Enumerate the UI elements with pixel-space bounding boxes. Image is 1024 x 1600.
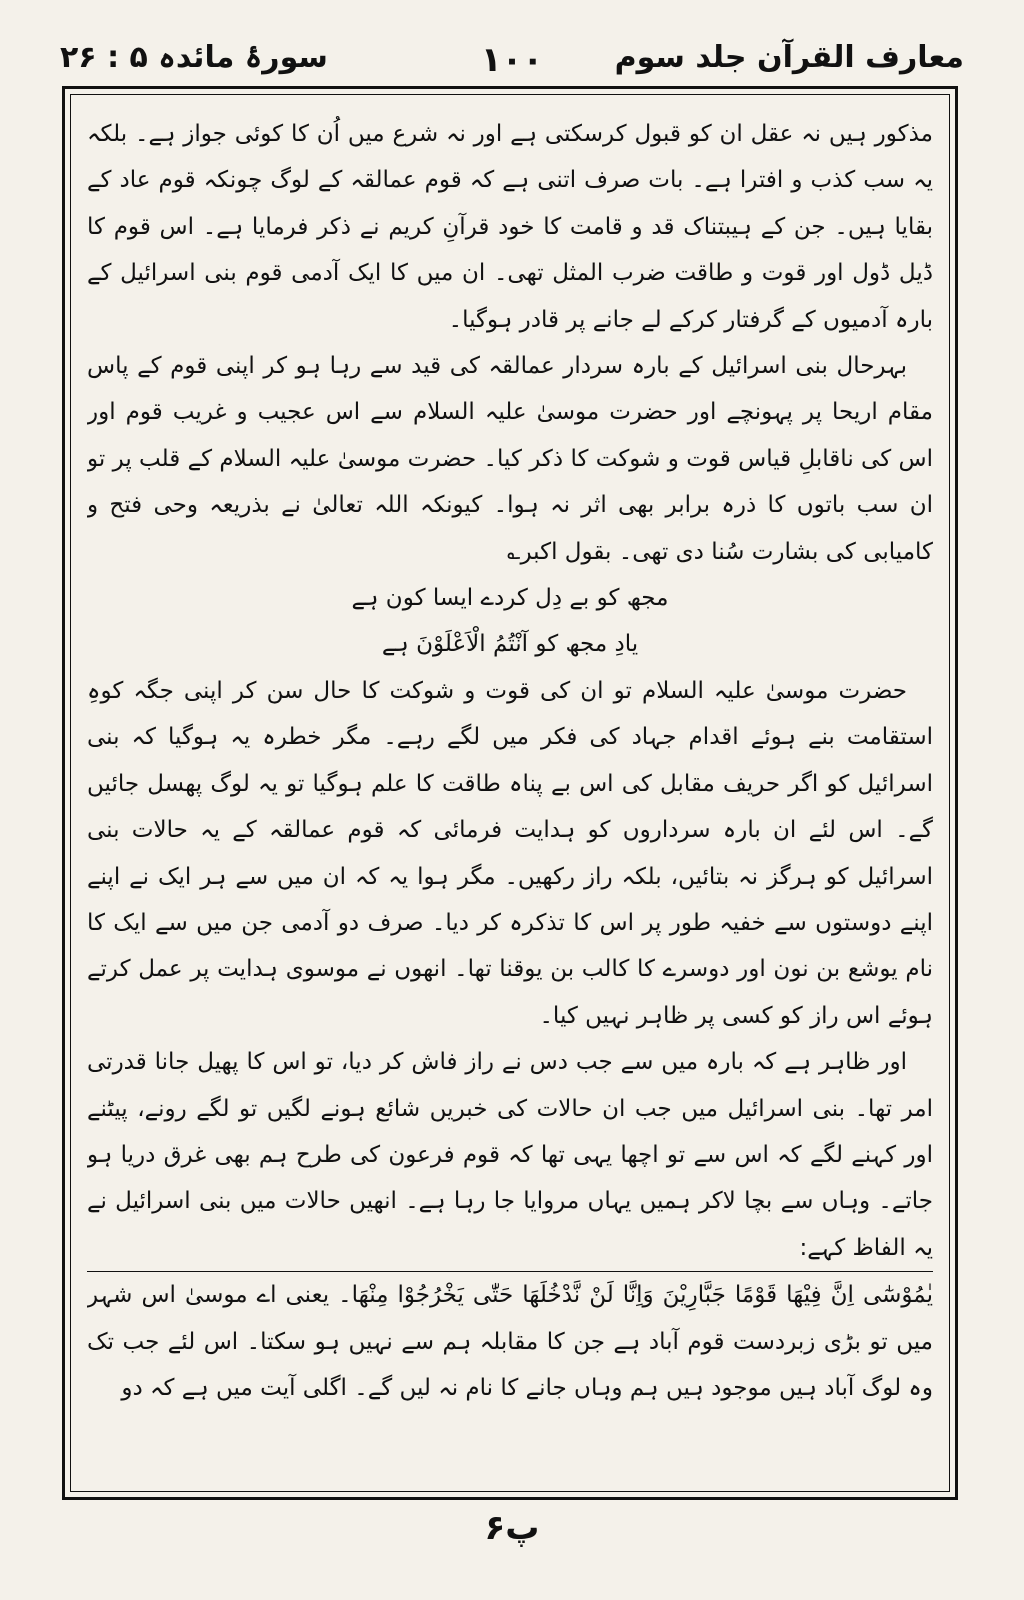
body-text [87, 111, 933, 1483]
page-number: ۱۰۰ [480, 40, 544, 80]
poetry-verse [87, 575, 933, 668]
paragraph-3: حضرت موسیٰ علیہ السلام تو ان کی قوت و شوکت کا حال سن کر اپنی جگہ کوہِ استقامت بنے ہوئے اقدام جہاد کی فکر میں لگے رہے۔ مگر خطرہ یہ ہوگیا کہ بنی اسرائیل کو اگر حریف مقابل کی اس بے پناہ طاقت کا علم ہوگیا تو یہ لوگ پھسل جائیں گے۔ اس لئے ان بارہ سرداروں کو ہدایت فرمائی کہ قوم عمالقہ کے یہ حالات بنی اسرائیل کو ہرگز نہ بتائیں، بلکہ راز رکھیں۔ مگر ہوا یہ کہ ان میں سے ہر ایک نے اپنے اپنے دوستوں سے خفیہ طور پر اس کا تذکرہ کر دیا۔ صرف دو آدمی جن میں سے ایک کا نام یوشع بن نون اور دوسرے کا کالب بن یوقنا تھا۔ انھوں نے موسوی ہدایت پر عمل کرتے ہوئے اس راز کو کسی پر ظاہر نہیں کیا۔ [87, 677, 933, 1029]
book-title: معارف القرآن جلد سوم [614, 40, 964, 75]
paragraph-2: بہرحال بنی اسرائیل کے بارہ سردار عمالقہ کی قید سے رہا ہو کر اپنی قوم کے پاس مقام اریحا پر پہونچے اور حضرت موسیٰ علیہ السلام سے اس عجیب و غریب قوم اور اس کی ناقابلِ قیاس قوت و شوکت کا ذکر کیا۔ حضرت موسیٰ علیہ السلام کے قلب پر تو ان سب باتوں کا ذرہ برابر بھی اثر نہ ہوا۔ کیونکہ اللہ تعالیٰ نے بذریعہ وحی فتح و کامیابی کی بشارت سُنا دی تھی۔ بقول اکبر؎ [87, 353, 933, 565]
page-border [62, 86, 958, 1500]
paragraph-5: یٰمُوْسٰٓی اِنَّ فِیْهَا قَوْمًا جَبَّارِیْنَ وَاِنَّا لَنْ نَّدْخُلَهَا حَتّٰی یَخْرُجُوْا مِنْهَا۔ یعنی اے موسیٰ اس شہر میں تو بڑی زبردست قوم آباد ہے جن کا مقابلہ ہم سے نہیں ہو سکتا۔ اس لئے جب تک وہ لوگ آباد ہیں موجود ہیں ہم وہاں جانے کا نام نہ لیں گے۔ اگلی آیت میں ہے کہ دو [87, 1282, 933, 1401]
surah-reference: سورۂ مائدہ ۵ : ۲۶ [60, 40, 328, 75]
verse-line-1: مجھ کو بے دِل کردے ایسا کون ہے [351, 585, 669, 612]
signature-mark: ۶پ [484, 1508, 540, 1548]
paragraph-4: اور ظاہر ہے کہ بارہ میں سے جب دس نے راز فاش کر دیا، تو اس کا پھیل جانا قدرتی امر تھا۔ بنی اسرائیل میں جب ان حالات کی خبریں شائع ہونے لگیں تو لگے رونے، پیٹنے اور کہنے لگے کہ اس سے تو اچھا یہی تھا کہ قوم فرعون کی طرح ہم بھی غرق دریا ہو جاتے۔ وہاں سے بچا لاکر ہمیں یہاں مروایا جا رہا ہے۔ انھیں حالات میں بنی اسرائیل نے یہ الفاظ کہے: [87, 1049, 933, 1261]
page-header [60, 40, 964, 90]
verse-line-2: یادِ مجھ کو آنْتُمُ الْاَعْلَوْنَ ہے [381, 631, 639, 658]
paragraph-1: مذکور ہیں نہ عقل ان کو قبول کرسکتی ہے اور نہ شرع میں اُن کا کوئی جواز ہے۔ بلکہ یہ سب کذب و افترا ہے۔ بات صرف اتنی ہے کہ قوم عمالقہ کے لوگ چونکہ قوم عاد کے بقایا ہیں۔ جن کے ہیبتناک قد و قامت کا خود قرآنِ کریم نے ذکر فرمایا ہے۔ اس قوم کا ڈیل ڈول اور قوت و طاقت ضرب المثل تھی۔ ان میں کا ایک آدمی قوم بنی اسرائیل کے بارہ آدمیوں کے گرفتار کرکے لے جانے پر قادر ہوگیا۔ [87, 121, 933, 333]
